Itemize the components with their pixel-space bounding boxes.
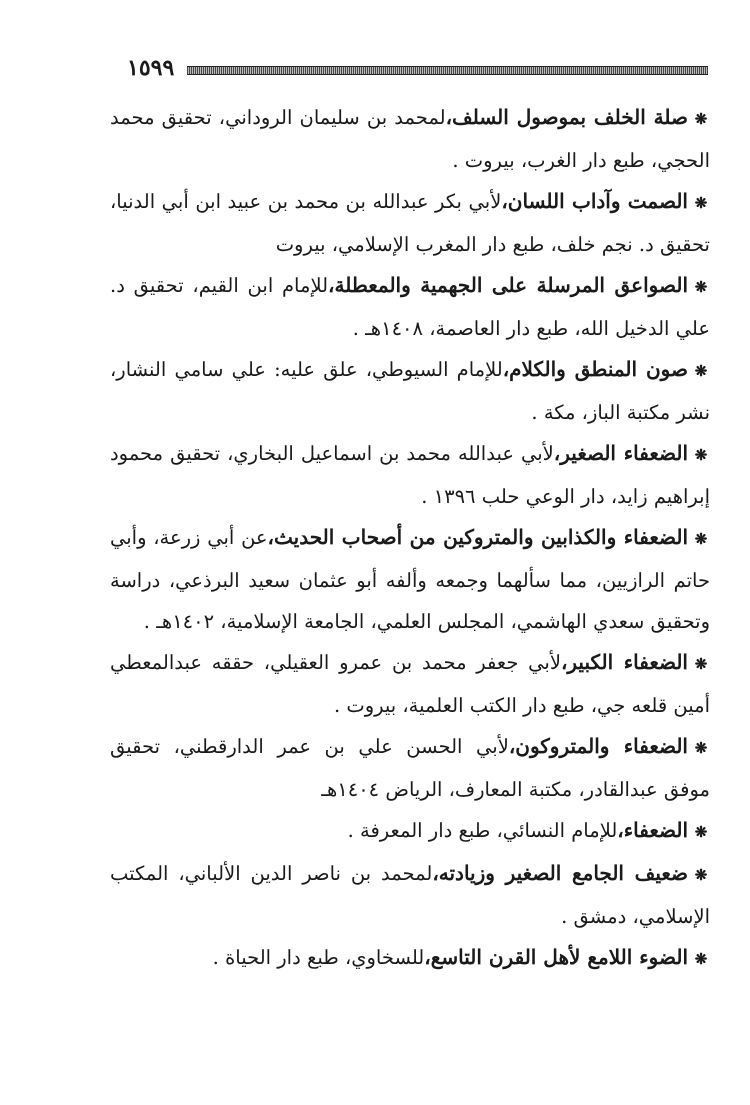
entry-text: لأبي الحسن علي بن عمر الدارقطني، تحقيق موفق عبدالقادر، مكتبة المعارف، الرياض ١٤٠٤هـ [110,735,710,801]
asterisk-bullet-icon: ❋ [694,950,708,968]
asterisk-bullet-icon: ❋ [694,110,708,128]
asterisk-bullet-icon: ❋ [694,655,708,673]
bibliography-list [110,97,710,980]
asterisk-bullet-icon: ❋ [694,823,708,841]
entry-text: عن أبي زرعة، وأبي حاتم الرازيين، مما سألهما وجمعه وألفه أبو عثمان سعيد البرذعي، دراسة وتحقيق سعدي الهاشمي، المجلس العلمي، الجامعة الإسلامية، ١٤٠٢هـ . [110,526,710,633]
entry-title: الضعفاء الكبير، [560,650,688,674]
asterisk-bullet-icon: ❋ [694,530,708,548]
entry-text: للإمام السيوطي، علق عليه: علي سامي النشار، نشر مكتبة الباز، مكة . [110,358,710,424]
entry-title: الصواعق المرسلة على الجهمية والمعطلة، [328,273,688,297]
entry-text: للإمام النسائي، طبع دار المعرفة . [347,819,618,842]
entry-text: للإمام ابن القيم، تحقيق د. علي الدخيل الله، طبع دار العاصمة، ١٤٠٨هـ . [110,274,710,340]
bibliography-entry [110,349,710,433]
page-number: ١٥٩٩ [127,55,175,81]
asterisk-bullet-icon: ❋ [694,194,708,212]
bibliography-entry [110,265,710,349]
asterisk-bullet-icon: ❋ [694,446,708,464]
page-header [0,55,750,85]
bibliography-entry [110,810,710,853]
entry-title: ضعيف الجامع الصغير وزيادته، [432,861,689,885]
asterisk-bullet-icon: ❋ [694,866,708,884]
entry-text: لمحمد بن ناصر الدين الألباني، المكتب الإسلامي، دمشق . [110,862,710,928]
entry-title: صون المنطق والكلام، [502,357,688,381]
bibliography-entry [110,726,710,810]
bibliography-entry [110,97,710,181]
entry-title: الصمت وآداب اللسان، [501,189,688,213]
entry-title: صلة الخلف بموصول السلف، [445,105,688,129]
bibliography-entry [110,433,710,517]
entry-text: لأبي عبدالله محمد بن اسماعيل البخاري، تحقيق محمود إبراهيم زايد، دار الوعي حلب ١٣٩٦ . [110,442,710,508]
bibliography-entry [110,853,710,937]
entry-title: الضعفاء، [617,818,688,842]
entry-text: لمحمد بن سليمان الروداني، تحقيق محمد الحجي، طبع دار الغرب، بيروت . [110,106,710,172]
asterisk-bullet-icon: ❋ [694,739,708,757]
header-rule [187,66,708,75]
entry-title: الضوء اللامع لأهل القرن التاسع، [424,945,688,969]
bibliography-entry [110,642,710,726]
entry-title: الضعفاء الصغير، [553,441,688,465]
bibliography-entry [110,181,710,265]
entry-text: للسخاوي، طبع دار الحياة . [212,946,425,969]
bibliography-entry [110,937,710,980]
entry-title: الضعفاء والكذابين والمتروكين من أصحاب الحديث، [267,525,688,549]
asterisk-bullet-icon: ❋ [694,362,708,380]
asterisk-bullet-icon: ❋ [694,278,708,296]
bibliography-entry [110,517,710,642]
entry-text: لأبي جعفر محمد بن عمرو العقيلي، حققه عبدالمعطي أمين قلعه جي، طبع دار الكتب العلمية، بيروت . [110,651,710,717]
entry-title: الضعفاء والمتروكون، [508,734,688,758]
entry-text: لأبي بكر عبدالله بن محمد بن عبيد ابن أبي الدنيا، تحقيق د. نجم خلف، طبع دار المغرب الإسلامي، بيروت [110,190,710,256]
